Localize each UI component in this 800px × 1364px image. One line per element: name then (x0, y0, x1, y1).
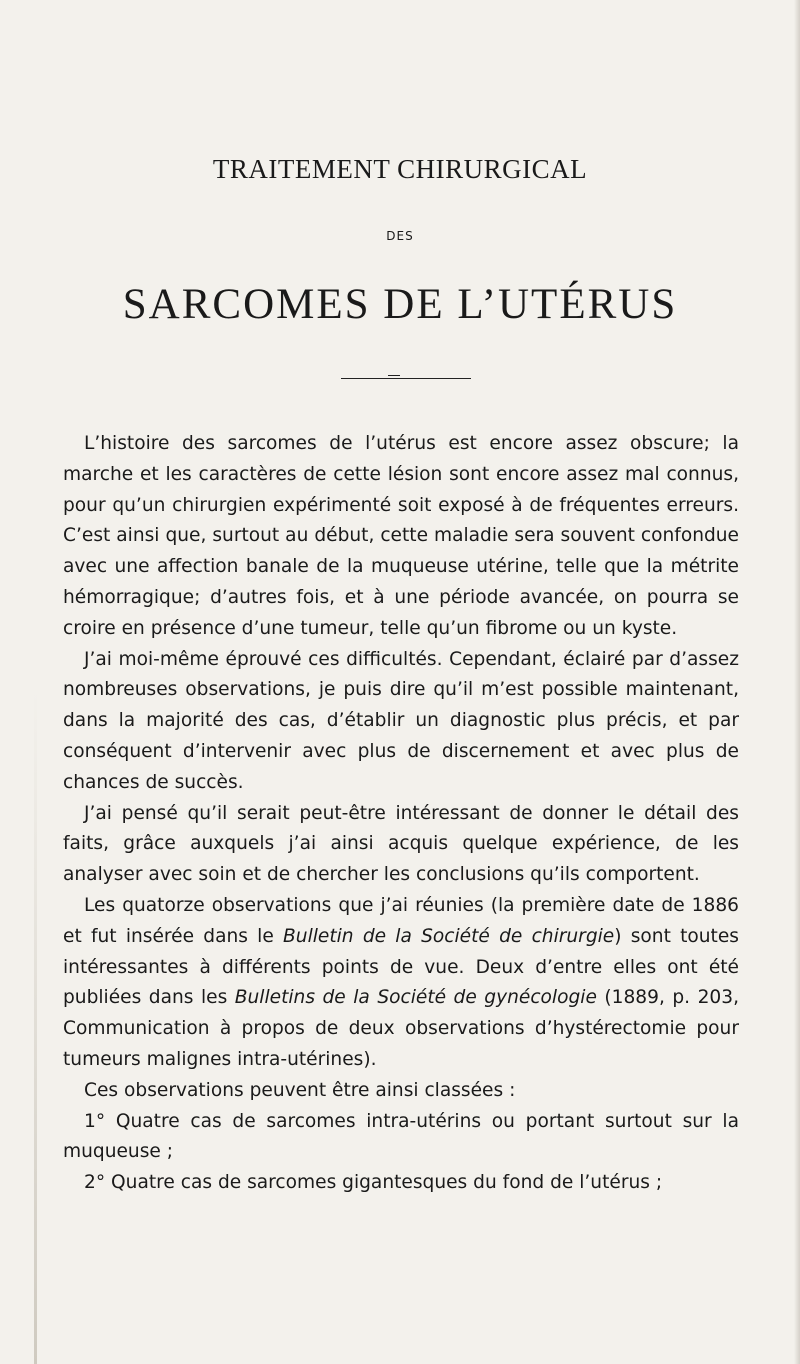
paragraph-2: J’ai moi-même éprouvé ces difficultés. Cependant, éclairé par d’assez nombreuses observations, je puis dire qu’il m’est possible maintenant, dans la majorité des cas, d’établir un diagnostic plus précis, et par conséquent d’intervenir avec plus de discernement et avec plus de chances de succès. (63, 648, 739, 793)
paragraph-1: L’histoire des sarcomes de l’utérus est encore assez obscure; la marche et les caractères de cette lésion sont encore assez mal connus, pour qu’un chirurgien expérimenté soit exposé à de fréquentes erreurs. C’est ainsi que, surtout au début, cette maladie sera souvent confondue avec une affection banale de la muqueuse utérine, telle que la métrite hémorragique; d’autres fois, et à une période avancée, on pourra se croire en présence d’une tumeur, telle qu’un fibrome ou un kyste. (63, 433, 739, 639)
margin-shadow (34, 690, 37, 1364)
list-item-2: 2° Quatre cas de sarcomes gigantesques du fond de l’utérus ; (84, 1172, 663, 1194)
paragraph-5: Ces observations peuvent être ainsi classées : (84, 1079, 516, 1101)
title-separator-mark (388, 375, 400, 380)
paragraph-3: J’ai pensé qu’il serait peut-être intéressant de donner le détail des faits, grâce auxquels j’ai ainsi acquis quelque expérience, de les analyser avec soin et de chercher les conclusions qu’ils comportent. (63, 802, 739, 886)
paragraph-4-text-b: ) sont toutes intéressantes à différents points de vue. Deux d’entre elles ont été publiées dans les (63, 925, 739, 1009)
paragraph-4-text-c: (1889, p. 203, Communication à propos de deux observations d’hystérectomie pour tumeurs malignes intra-utérines). (63, 987, 739, 1070)
bulletins-gynecologie-title: Bulletins de la Société de gynécologie (234, 987, 597, 1009)
title-line-2: DES (386, 229, 414, 243)
bulletin-chirurgie-title: Bulletin de la Société de chirurgie (283, 925, 615, 947)
paragraph-4 (63, 891, 739, 1076)
list-item-1: 1° Quatre cas de sarcomes intra-utérins ou portant surtout sur la muqueuse ; (63, 1110, 739, 1163)
main-title: SARCOMES DE L’UTÉRUS (122, 281, 678, 328)
page-edge-shadow (794, 0, 800, 1364)
title-separator-rule (341, 378, 471, 379)
paragraph-4-text-a: Les quatorze observations que j’ai réunies (la première date de 1886 et fut insérée dans le (63, 894, 739, 947)
title-line-1: TRAITEMENT CHIRURGICAL (212, 154, 588, 184)
body-text (63, 429, 739, 1199)
